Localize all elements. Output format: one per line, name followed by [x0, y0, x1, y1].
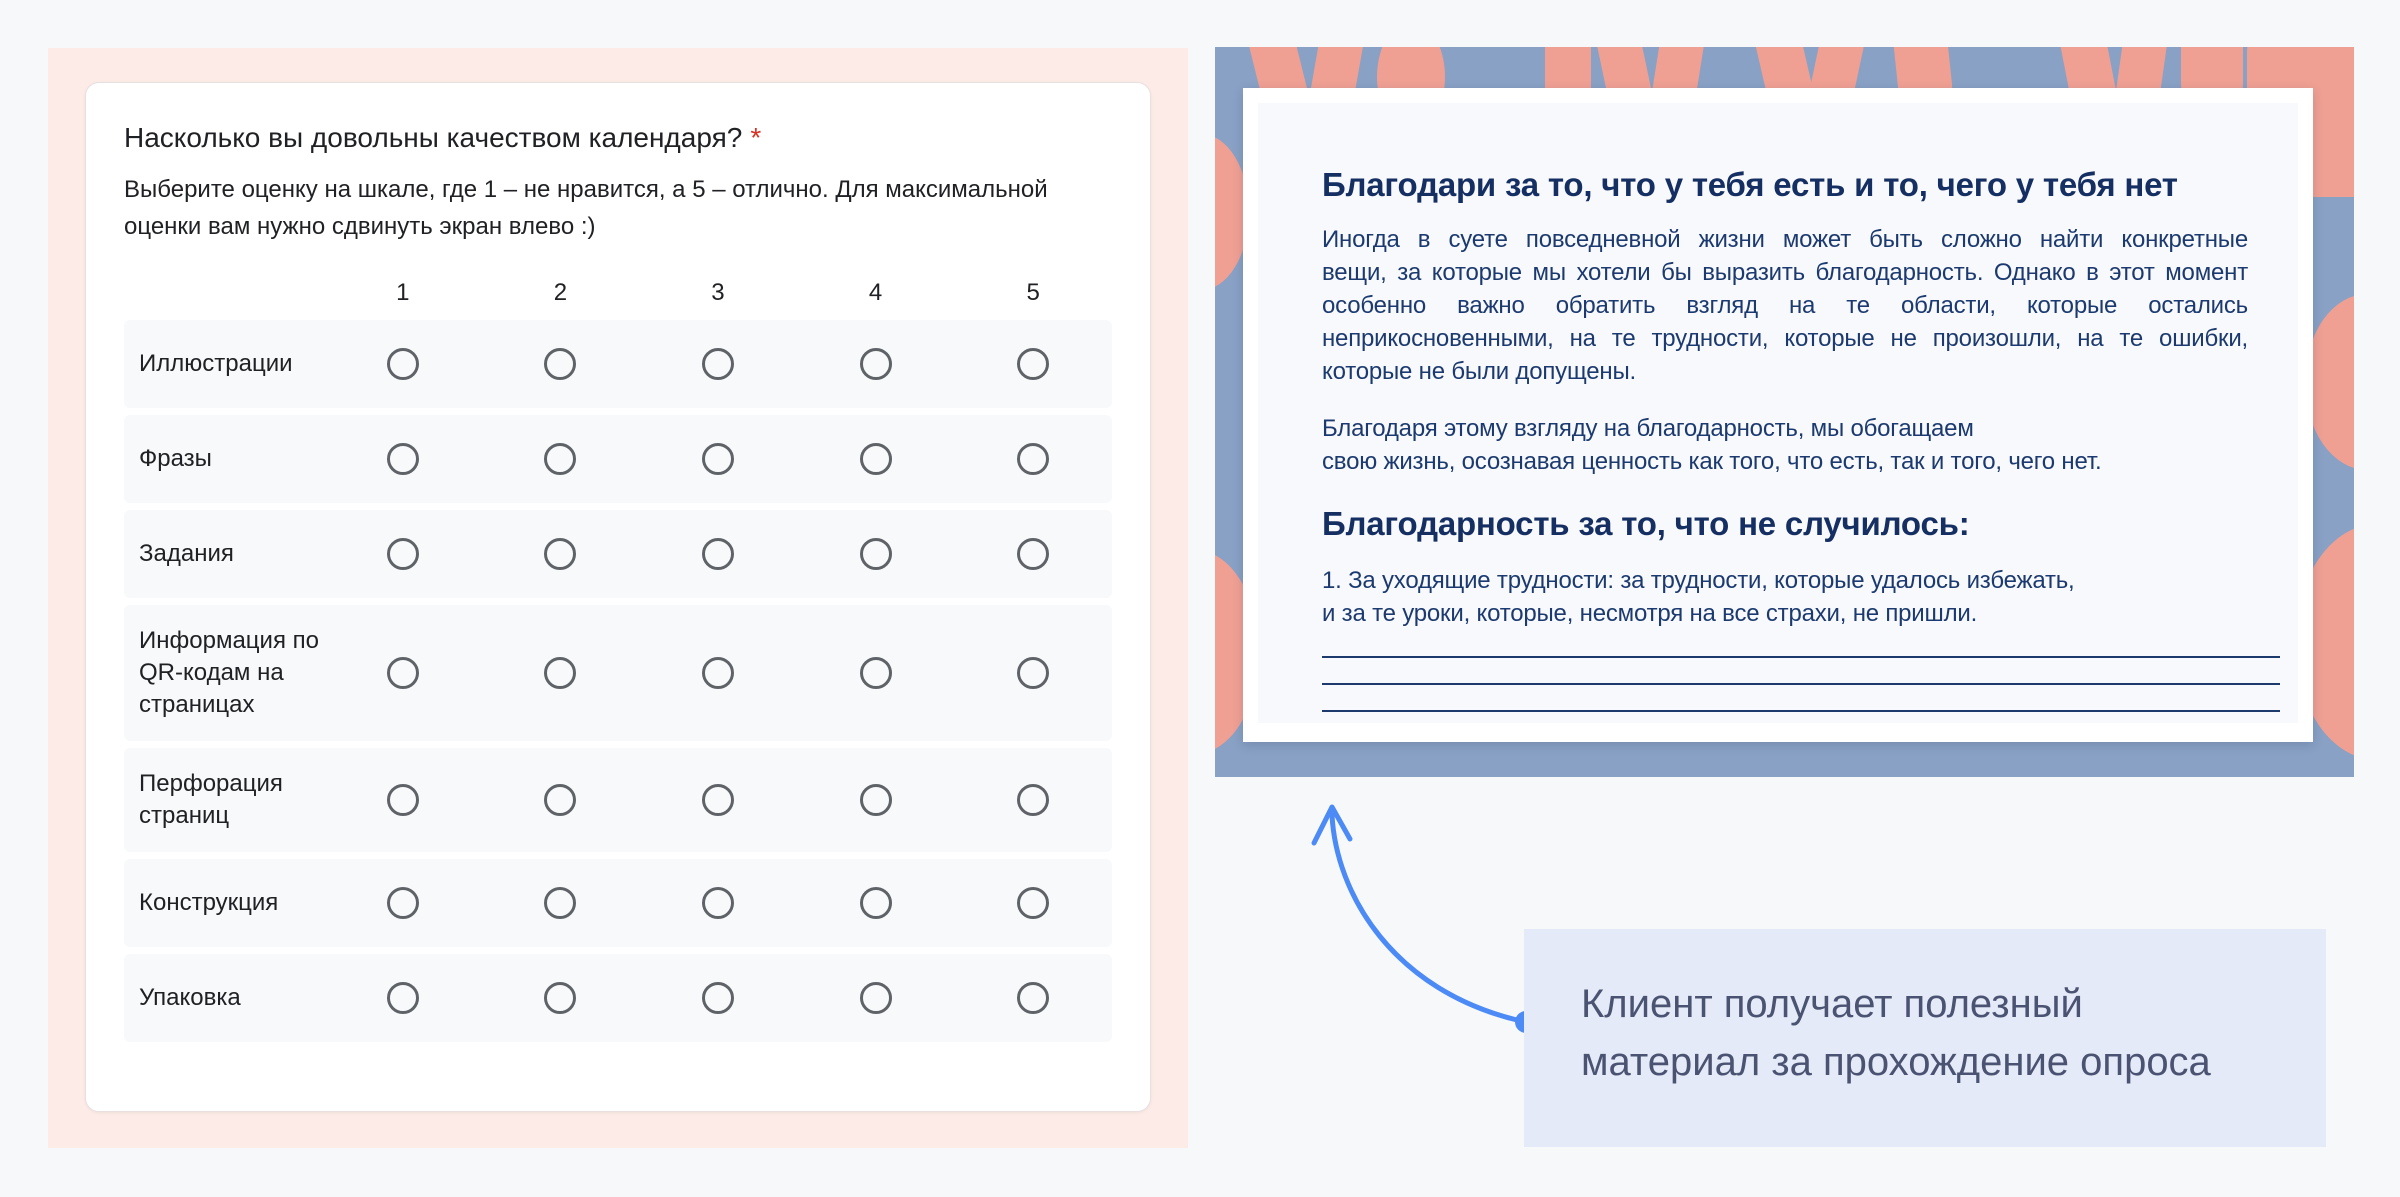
radio-row4-col3[interactable] [702, 657, 734, 689]
scale-label-1: 1 [396, 279, 410, 306]
handout-paragraph-1 [1322, 223, 2248, 388]
radio-row7-col5[interactable] [1017, 982, 1049, 1014]
grid-cell [324, 443, 482, 475]
grid-cell [954, 887, 1112, 919]
radio-row5-col5[interactable] [1017, 784, 1049, 816]
question-description: Выберите оценку на шкале, где 1 – не нравится, а 5 – отлично. Для максимальной оценки вам нужно сдвинуть экран влево :) [124, 176, 1048, 240]
paragraph1-line: вещи, за которые мы хотели бы выразить благодарность. Однако в этот момент [1322, 259, 2248, 286]
radio-row7-col4[interactable] [860, 982, 892, 1014]
radio-row4-col4[interactable] [860, 657, 892, 689]
scale-label-5: 5 [1026, 279, 1040, 306]
grid-row-2 [124, 415, 1112, 503]
rating-grid [124, 320, 1112, 1042]
paragraph1-line: Иногда в суете повседневной жизни может быть сложно найти конкретные [1322, 226, 2248, 253]
radio-row1-col4[interactable] [860, 348, 892, 380]
grid-row-5 [124, 748, 1112, 852]
radio-row3-col5[interactable] [1017, 538, 1049, 570]
radio-row6-col1[interactable] [387, 887, 419, 919]
grid-cell [639, 443, 797, 475]
radio-row6-col5[interactable] [1017, 887, 1049, 919]
handout-list-item [1322, 564, 2248, 630]
radio-row3-col3[interactable] [702, 538, 734, 570]
scale-header-row [124, 273, 1112, 313]
radio-row2-col2[interactable] [544, 443, 576, 475]
handout-preview-image [1215, 47, 2354, 777]
scale-label-4: 4 [868, 279, 883, 306]
handout-card [1243, 88, 2313, 742]
radio-row5-col3[interactable] [702, 784, 734, 816]
radio-row2-col4[interactable] [860, 443, 892, 475]
grid-cell [639, 348, 797, 380]
radio-row2-col3[interactable] [702, 443, 734, 475]
row-label: Перфорация страниц [139, 770, 283, 829]
grid-cell [797, 657, 955, 689]
answer-line [1322, 656, 2280, 658]
grid-cell [482, 348, 640, 380]
grid-cell [954, 784, 1112, 816]
grid-row-7 [124, 954, 1112, 1042]
grid-cell [639, 538, 797, 570]
grid-cell [797, 443, 955, 475]
radio-row6-col2[interactable] [544, 887, 576, 919]
radio-row6-col4[interactable] [860, 887, 892, 919]
question-title [124, 119, 1112, 157]
radio-row7-col3[interactable] [702, 982, 734, 1014]
survey-question-card [85, 82, 1151, 1112]
grid-cell [797, 784, 955, 816]
grid-cell [324, 784, 482, 816]
grid-cell [482, 887, 640, 919]
answer-lines-block [1322, 656, 2280, 712]
answer-line [1322, 683, 2280, 685]
row-label: Иллюстрации [139, 350, 293, 377]
radio-row5-col4[interactable] [860, 784, 892, 816]
row-label: Конструкция [139, 889, 279, 916]
grid-cell [482, 538, 640, 570]
list-item-line: и за те уроки, которые, несмотря на все страхи, не пришли. [1322, 600, 1978, 627]
grid-cell [482, 657, 640, 689]
grid-row-4 [124, 605, 1112, 741]
radio-row6-col3[interactable] [702, 887, 734, 919]
radio-row7-col1[interactable] [387, 982, 419, 1014]
radio-row2-col5[interactable] [1017, 443, 1049, 475]
row-label: Задания [139, 540, 234, 567]
row-label: Фразы [139, 445, 212, 472]
answer-line [1322, 710, 2280, 712]
radio-row4-col5[interactable] [1017, 657, 1049, 689]
row-label: Упаковка [139, 984, 241, 1011]
paragraph1-line: неприкосновенными, на те трудности, которые не произошли, на те ошибки, [1322, 325, 2248, 352]
grid-cell [639, 657, 797, 689]
grid-cell [324, 538, 482, 570]
paragraph2-line: Благодаря этому взгляду на благодарность, мы обогащаем [1322, 415, 1974, 442]
grid-row-6 [124, 859, 1112, 947]
survey-panel [48, 48, 1188, 1148]
grid-cell [954, 348, 1112, 380]
callout-text [1581, 975, 2326, 1091]
radio-row1-col2[interactable] [544, 348, 576, 380]
grid-cell [482, 443, 640, 475]
grid-cell [797, 538, 955, 570]
radio-row3-col2[interactable] [544, 538, 576, 570]
grid-cell [954, 982, 1112, 1014]
handout-title: Благодари за то, что у тебя есть и то, чего у тебя нет [1322, 166, 2178, 203]
callout-text-line: Клиент получает полезный [1581, 982, 2083, 1026]
radio-row1-col5[interactable] [1017, 348, 1049, 380]
grid-row-1 [124, 320, 1112, 408]
grid-row-3 [124, 510, 1112, 598]
grid-cell [639, 982, 797, 1014]
radio-row7-col2[interactable] [544, 982, 576, 1014]
radio-row3-col1[interactable] [387, 538, 419, 570]
radio-row5-col1[interactable] [387, 784, 419, 816]
scale-label-2: 2 [553, 279, 568, 306]
paragraph2-line: свою жизнь, осознавая ценность как того, что есть, так и того, чего нет. [1322, 448, 2102, 475]
radio-row4-col1[interactable] [387, 657, 419, 689]
paragraph1-line: которые не были допущены. [1322, 358, 1636, 385]
grid-cell [954, 443, 1112, 475]
annotation-callout [1524, 929, 2326, 1147]
grid-cell [482, 982, 640, 1014]
radio-row3-col4[interactable] [860, 538, 892, 570]
grid-cell [797, 887, 955, 919]
grid-cell [639, 887, 797, 919]
handout-paragraph-2 [1322, 412, 2248, 478]
grid-cell [639, 784, 797, 816]
grid-cell [324, 982, 482, 1014]
radio-row1-col3[interactable] [702, 348, 734, 380]
question-title-text: Насколько вы довольны качеством календаря? [124, 122, 743, 153]
grid-cell [797, 982, 955, 1014]
handout-section-title: Благодарность за то, что не случилось: [1322, 505, 1970, 542]
radio-row1-col1[interactable] [387, 348, 419, 380]
list-item-line: 1. За уходящие трудности: за трудности, которые удалось избежать, [1322, 567, 2075, 594]
grid-cell [797, 348, 955, 380]
row-label: Информация по QR-кодам на страницах [139, 627, 319, 718]
required-asterisk: * [750, 122, 762, 153]
radio-row4-col2[interactable] [544, 657, 576, 689]
radio-row2-col1[interactable] [387, 443, 419, 475]
handout-content [1258, 103, 2298, 723]
grid-cell [482, 784, 640, 816]
paragraph1-line: особенно важно обратить взгляд на те области, которые остались [1322, 292, 2248, 319]
grid-cell [954, 657, 1112, 689]
grid-cell [954, 538, 1112, 570]
callout-text-line: материал за прохождение опроса [1581, 1040, 2211, 1084]
scale-label-3: 3 [711, 279, 725, 306]
grid-cell [324, 348, 482, 380]
grid-cell [324, 657, 482, 689]
radio-row5-col2[interactable] [544, 784, 576, 816]
grid-cell [324, 887, 482, 919]
